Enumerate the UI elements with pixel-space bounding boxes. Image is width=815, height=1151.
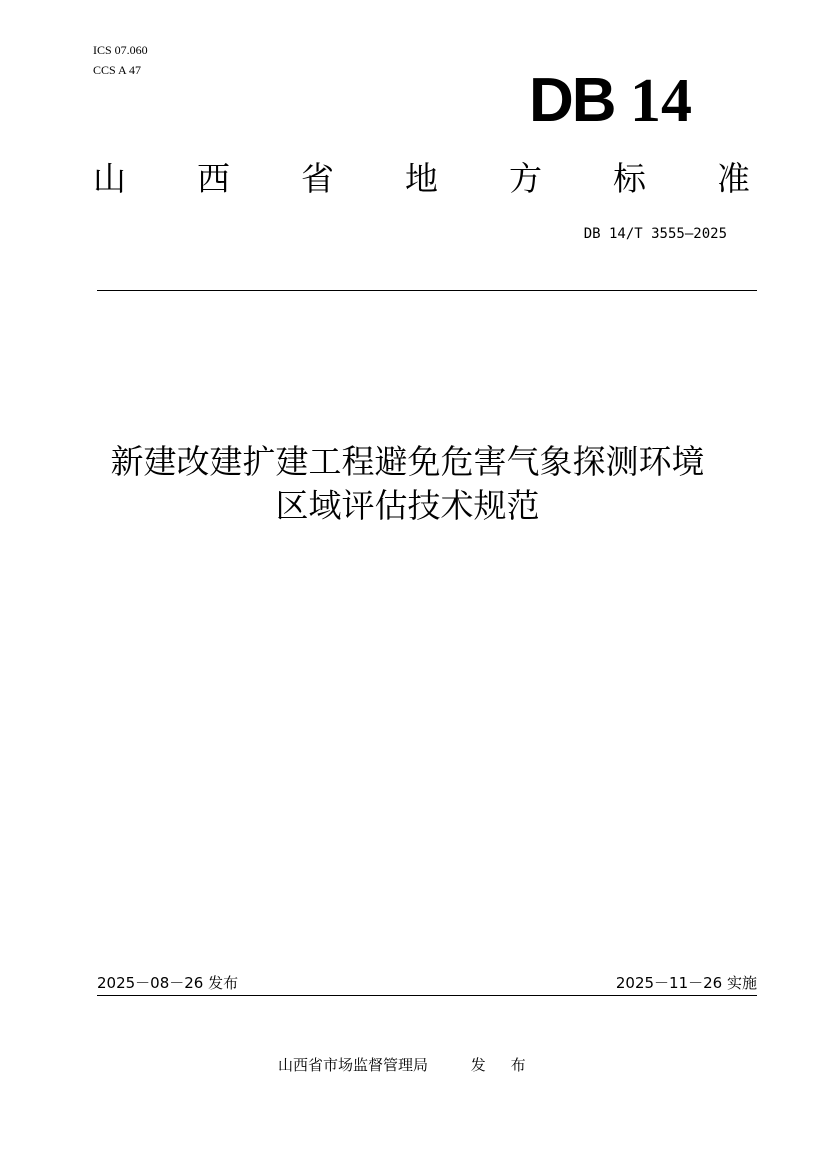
standard-type-char: 省	[301, 159, 334, 198]
document-title	[60, 440, 755, 528]
issue-date: 2025－08－26 发布	[97, 974, 239, 992]
standard-type-char: 标	[613, 159, 646, 198]
title-line-1: 新建改建扩建工程避免危害气象探测环境	[110, 442, 705, 481]
bottom-divider	[97, 995, 757, 996]
classification-codes	[93, 40, 148, 80]
standard-number: DB 14/T 3555—2025	[583, 226, 727, 242]
ccs-code: CCS A 47	[93, 63, 142, 77]
db-logo-letters: DB	[528, 66, 615, 135]
standard-type-heading	[93, 157, 750, 201]
standard-type-char: 山	[93, 159, 126, 198]
standard-type-char: 方	[509, 159, 542, 198]
standard-type-char: 西	[197, 159, 230, 198]
publisher-name: 山西省市场监督管理局	[278, 1056, 429, 1074]
publisher-line	[278, 1054, 536, 1075]
standard-type-char: 准	[717, 159, 750, 198]
publish-label: 发 布	[470, 1056, 536, 1074]
db-logo	[528, 66, 692, 135]
db-logo-number: 14	[630, 67, 692, 135]
standard-type-char: 地	[405, 159, 438, 198]
top-divider	[97, 290, 757, 291]
title-line-2: 区域评估技术规范	[275, 486, 540, 525]
ics-code: ICS 07.060	[93, 43, 148, 57]
implementation-date: 2025－11－26 实施	[615, 974, 757, 992]
